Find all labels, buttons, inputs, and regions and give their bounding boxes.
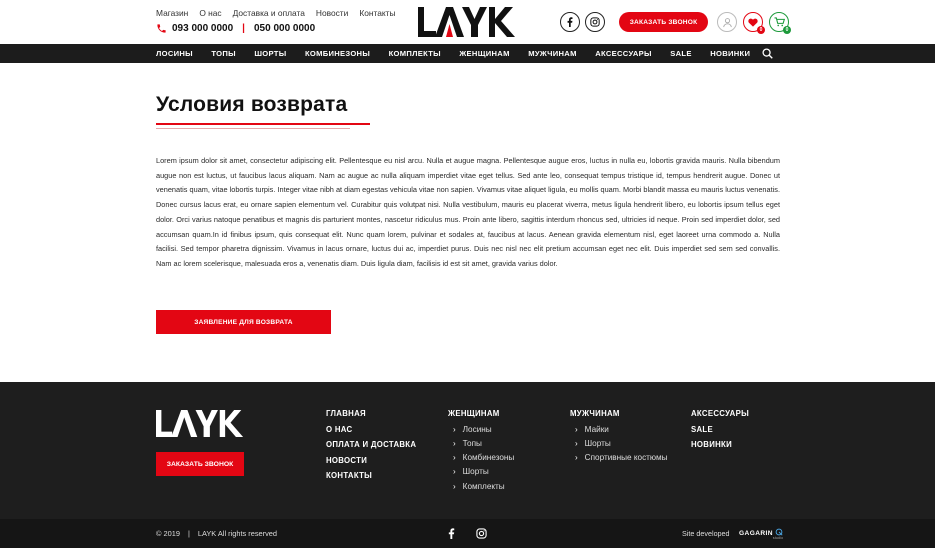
- nav-item-shorts[interactable]: ШОРТЫ: [254, 49, 287, 58]
- footer-link-sale[interactable]: SALE: [691, 424, 713, 434]
- header-actions: [560, 11, 789, 33]
- facebook-button[interactable]: [560, 12, 580, 32]
- cart-icon: [774, 17, 785, 27]
- footer-men-title[interactable]: МУЖЧИНАМ: [570, 409, 620, 418]
- chevron-right-icon: ›: [453, 424, 456, 434]
- instagram-icon: [590, 17, 600, 27]
- site-header: [0, 0, 935, 44]
- title-underline: [156, 123, 370, 125]
- footer-men-link[interactable]: › Шорты: [575, 438, 611, 448]
- main-nav: [0, 44, 935, 63]
- instagram-icon[interactable]: [476, 528, 487, 539]
- footer-link-about[interactable]: О НАС: [326, 424, 353, 434]
- phone-separator: |: [242, 23, 245, 34]
- footer-women-link[interactable]: › Комплекты: [453, 481, 505, 491]
- chevron-right-icon: ›: [575, 453, 578, 463]
- top-link-delivery[interactable]: Доставка и оплата: [232, 8, 305, 18]
- order-call-button[interactable]: ЗАКАЗАТЬ ЗВОНОК: [619, 12, 708, 32]
- footer-col-women: [448, 409, 514, 496]
- nav-item-leggings[interactable]: ЛОСИНЫ: [156, 49, 193, 58]
- top-link-contacts[interactable]: Контакты: [359, 8, 396, 18]
- wishlist-count-badge: 0: [757, 26, 765, 34]
- footer-link-news[interactable]: НОВОСТИ: [326, 455, 368, 465]
- footer-layk-logo[interactable]: [156, 410, 244, 437]
- search-icon[interactable]: [762, 48, 773, 59]
- copyright: © 2019 | LAYK All rights reserved: [156, 529, 278, 538]
- nav-item-new[interactable]: НОВИНКИ: [710, 49, 751, 58]
- nav-item-accessories[interactable]: АКСЕССУАРЫ: [595, 49, 652, 58]
- footer-women-link[interactable]: › Комбинезоны: [453, 453, 515, 463]
- user-icon: [722, 17, 733, 28]
- wishlist-button[interactable]: [743, 12, 763, 32]
- gagarin-studio-logo[interactable]: GAGARIN studio: [739, 530, 784, 540]
- chevron-right-icon: ›: [575, 438, 578, 448]
- top-link-news[interactable]: Новости: [315, 8, 349, 18]
- facebook-icon: [566, 17, 574, 27]
- nav-items: [156, 44, 769, 63]
- footer-link-home[interactable]: ГЛАВНАЯ: [326, 409, 366, 418]
- footer-col-extra: [691, 409, 749, 456]
- nav-item-women[interactable]: ЖЕНЩИНАМ: [459, 49, 510, 58]
- chevron-right-icon: ›: [453, 481, 456, 491]
- footer-col-men: [570, 409, 668, 467]
- footer-link-payment-delivery[interactable]: ОПЛАТА И ДОСТАВКА: [326, 440, 417, 449]
- chevron-right-icon: ›: [453, 467, 456, 477]
- phone-number-2[interactable]: 050 000 0000: [253, 23, 316, 34]
- cart-count-badge: 0: [783, 26, 791, 34]
- nav-item-tops[interactable]: ТОПЫ: [211, 49, 236, 58]
- footer-order-call-button[interactable]: ЗАКАЗАТЬ ЗВОНОК: [156, 452, 244, 476]
- return-application-button[interactable]: ЗАЯВЛЕНИЕ ДЛЯ ВОЗВРАТА: [156, 310, 331, 334]
- footer-women-link[interactable]: › Шорты: [453, 467, 489, 477]
- top-links: [156, 8, 407, 18]
- layk-logo[interactable]: [418, 7, 516, 37]
- footer-col-main: [326, 409, 416, 487]
- bottom-bar: [0, 519, 935, 548]
- nav-item-jumpsuits[interactable]: КОМБИНЕЗОНЫ: [304, 49, 371, 58]
- account-button[interactable]: [717, 12, 737, 32]
- nav-item-sale[interactable]: SALE: [670, 49, 692, 58]
- chevron-right-icon: ›: [453, 453, 456, 463]
- return-policy-text: Lorem ipsum dolor sit amet, consectetur adipiscing elit. Pellentesque eu nisl arcu. Nulla et augue magna. Pellentesque augue eros, luctus in nulla eu, lobortis gravida mauris. Nulla bibendum augue non est luctus, ut faucibus lacus aliquam. Nam ac augue ac nulla aliquam imperdiet vitae eget tellus. Sed ante leo, consequat tempus tristique id, tempus hendrerit augue. Donec ut venenatis quam, vitae lobortis turpis. Integer vitae nibh at diam egestas vehicula vitae non sapien. Vivamus vitae aliquet ligula, eu mollis quam. Morbi blandit massa eu mauris luctus venenatis. Donec cursus lacus erat, eu ornare sapien elementum vel. Curabitur quis volutpat nisi. Nulla vestibulum, mauris eu placerat viverra, metus ligula hendrerit libero, eu lobortis ipsum tellus eget dolor. Orci varius natoque penatibus et magnis dis parturient montes, nascetur ridiculus mus. Proin ante libero, sagittis interdum rhoncus sed, ultricies id neque. Proin sed imperdiet dolor, sed accumsan quam.In id finibus ipsum, quis consequat elit. Nunc quam lorem, pulvinar et sodales at, faucibus at lacus. Aenean gravida elementum nisl, eget laoreet urna commodo a. Nulla facilisi. Sed tempor pharetra dignissim. Vivamus in lacus ornare, luctus dui ac, imperdiet purus. Duis nec nisl nec elit pretium accumsan eget nec elit. Duis imperdiet sed sem sed convallis. Nam ac lorem scelerisque, malesuada eros a, venenatis diam. Duis ligula diam, facilisis id est sit amet, gravida varius dolor.: [156, 156, 780, 268]
- facebook-icon[interactable]: [446, 528, 457, 539]
- cart-button[interactable]: [769, 12, 789, 32]
- phone-number-1[interactable]: 093 000 0000: [172, 23, 234, 34]
- nav-item-men[interactable]: МУЖЧИНАМ: [528, 49, 577, 58]
- footer-link-contacts[interactable]: КОНТАКТЫ: [326, 471, 373, 480]
- chevron-right-icon: ›: [575, 424, 578, 434]
- instagram-button[interactable]: [585, 12, 605, 32]
- top-link-shop[interactable]: Магазин: [156, 8, 189, 18]
- footer-link-new[interactable]: НОВИНКИ: [691, 440, 733, 449]
- heart-icon: [748, 18, 758, 27]
- chevron-right-icon: ›: [453, 438, 456, 448]
- studio-mark-icon: [775, 528, 783, 536]
- title-underline-secondary: [156, 128, 350, 129]
- footer-women-link[interactable]: › Топы: [453, 438, 482, 448]
- nav-item-sets[interactable]: КОМПЛЕКТЫ: [388, 49, 441, 58]
- top-link-about[interactable]: О нас: [199, 8, 222, 18]
- phones: [156, 23, 315, 34]
- footer-men-link[interactable]: › Майки: [575, 424, 609, 434]
- phone-icon: [156, 23, 167, 34]
- footer-link-accessories[interactable]: АКСЕССУАРЫ: [691, 409, 750, 418]
- page-title: Условия возврата: [156, 93, 348, 116]
- footer-women-title[interactable]: ЖЕНЩИНАМ: [448, 409, 500, 418]
- site-developed-label: Site developed: [682, 529, 730, 538]
- site-footer: [0, 382, 935, 519]
- footer-women-link[interactable]: › Лосины: [453, 424, 492, 434]
- footer-men-link[interactable]: › Спортивные костюмы: [575, 453, 668, 463]
